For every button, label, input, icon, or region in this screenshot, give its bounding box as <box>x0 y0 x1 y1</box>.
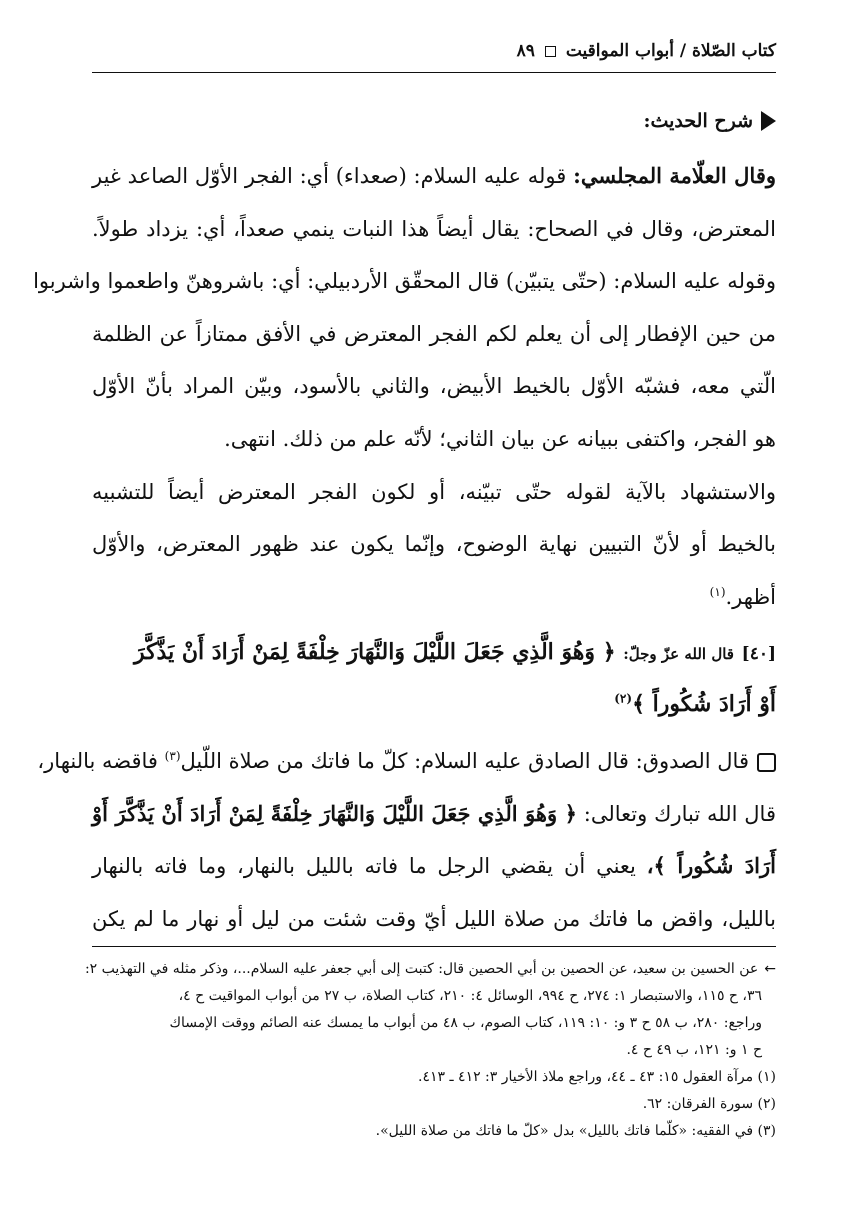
running-title: كتاب الصّلاة / أبواب المواقيت <box>565 41 776 61</box>
footnote-3: (٣) في الفقيه: «كلّما فاتك بالليل» بدل «كلّ ما فاتك من صلاة الليل». <box>375 1123 776 1139</box>
body-line: بالليل، واقض ما فاتك من صلاة الليل أيّ وقت شئت من ليل أو نهار ما لم يكن <box>92 906 776 931</box>
body-line: قال الله تبارك وتعالى: ﴿ وَهُوَ الَّذِي جَعَلَ اللَّيْلَ وَالنَّهَارَ خِلْفَةً لِمَنْ أَرَادَ أَنْ يَذَّكَّرَ أَوْ <box>92 800 776 826</box>
section-heading-text: شرح الحديث: <box>643 110 753 132</box>
sadouq-paragraph <box>37 735 776 945</box>
quran-quote: أَرَادَ شُكُوراً ﴾، <box>646 853 776 879</box>
body-line: أظهر.$^{(١)}$ <box>709 584 776 609</box>
footnote-line: ←عن الحسين بن سعيد، عن الحصين بن أبي الحصين قال: كتبت إلى أبي جعفر عليه السلام...، وذكر مثله في التهذيب ٢: <box>84 961 776 977</box>
body-line: والاستشهاد بالآية لقوله حتّى تبيّنه، أو لكون الفجر المعترض أيضاً للتشبيه <box>92 479 776 504</box>
verse-number: [٤٠] <box>741 644 776 664</box>
body-line: وقوله عليه السلام: (حتّى يتبيّن) قال المحقّق الأردبيلي: أي: باشروهنّ واطعموا واشربوا <box>33 269 776 294</box>
square-separator-icon <box>545 46 556 57</box>
verse-line <box>92 678 776 730</box>
commentary-body <box>33 150 776 623</box>
quran-quote: ﴿ وَهُوَ الَّذِي جَعَلَ اللَّيْلَ وَالنَّهَارَ خِلْفَةً لِمَنْ أَرَادَ أَنْ يَذَّكَّرَ أَوْ <box>92 800 577 826</box>
commentator-name: وقال العلّامة المجلسي: <box>573 163 776 188</box>
footnote-line: وراجع: ٢٨٠، ب ٥٨ ح ٣ و: ١٠: ١١٩، كتاب الصوم، ب ٤٨ من أبواب ما يمسك عنه الصائم ووقت الإمساك <box>169 1015 762 1031</box>
body-line: بالخيط أو لأنّ التبيين نهاية الوضوح، وإنّما يكون عند ظهور المعترض، والأوّل <box>92 532 776 557</box>
footnote-line: ٣٦، ح ١١٥، والاستبصار ١: ٢٧٤، ح ٩٩٤، الوسائل ٤: ٢١٠، كتاب الصلاة، ب ٢٧ من أبواب المواقيت ح ٤، <box>178 988 762 1004</box>
footnote-ref: (٣) <box>164 749 181 763</box>
body-line: أَرَادَ شُكُوراً ﴾، يعني أن يقضي الرجل ما فاته بالليل بالنهار، وما فاته بالنهار <box>92 853 776 879</box>
body-line: هو الفجر، واكتفى ببيانه عن بيان الثاني؛ لأنّه علم من ذلك. انتهى. <box>224 426 776 451</box>
hollow-square-icon <box>757 753 776 772</box>
footnote-rule <box>92 946 776 947</box>
verse-text: ﴿ وَهُوَ الَّذِي جَعَلَ اللَّيْلَ وَالنَّهَارَ خِلْفَةً لِمَنْ أَرَادَ أَنْ يَذَّكَّرَ <box>133 639 616 665</box>
verse-line <box>92 626 776 678</box>
header-rule <box>92 72 776 73</box>
footnote-ref: (٢) <box>614 691 633 706</box>
triangle-bullet-icon <box>761 111 776 131</box>
footnote-1: (١) مرآة العقول ١٥: ٤٣ ـ ٤٤، وراجع ملاذ الأخيار ٣: ٤١٢ ـ ٤١٣. <box>418 1069 776 1085</box>
section-heading <box>643 110 776 132</box>
footnote-ref: (١) <box>709 584 726 599</box>
footnote-line: ح ١ و: ١٢١، ب ٤٩ ح ٤. <box>626 1042 762 1058</box>
body-line: قال الصدوق: قال الصادق عليه السلام: كلّ ما فاتك من صلاة اللّيل$^{(٣)}$ فاقضه بالنهار، <box>92 735 776 788</box>
continuation-arrow-icon: ← <box>764 961 776 977</box>
verse-text: أَوْ أَرَادَ شُكُوراً ﴾ <box>632 691 776 717</box>
page-number: ٨٩ <box>516 41 535 61</box>
body-line: وقال العلّامة المجلسي: قوله عليه السلام: (صعداء) أي: الفجر الأوّل الصاعد غير <box>92 163 776 188</box>
verse-block <box>92 626 776 730</box>
verse-lead: قال الله عزّ وجلّ: <box>623 645 734 663</box>
body-line: من حين الإفطار إلى أن يعلم لكم الفجر المعترض في الأفق ممتازاً عن الظلمة <box>92 321 776 346</box>
running-header <box>92 38 776 64</box>
footnote-2: (٢) سورة الفرقان: ٦٢. <box>642 1096 776 1112</box>
body-line: الّتي معه، فشبّه الأوّل بالخيط الأبيض، والثاني بالأسود، وبيّن المراد بأنّ الأوّل <box>92 374 776 399</box>
body-line: المعترض، وقال في الصحاح: يقال أيضاً هذا النبات ينمي صعداً، أي: يزداد طولاً. <box>92 216 776 241</box>
footnotes <box>84 956 776 1145</box>
